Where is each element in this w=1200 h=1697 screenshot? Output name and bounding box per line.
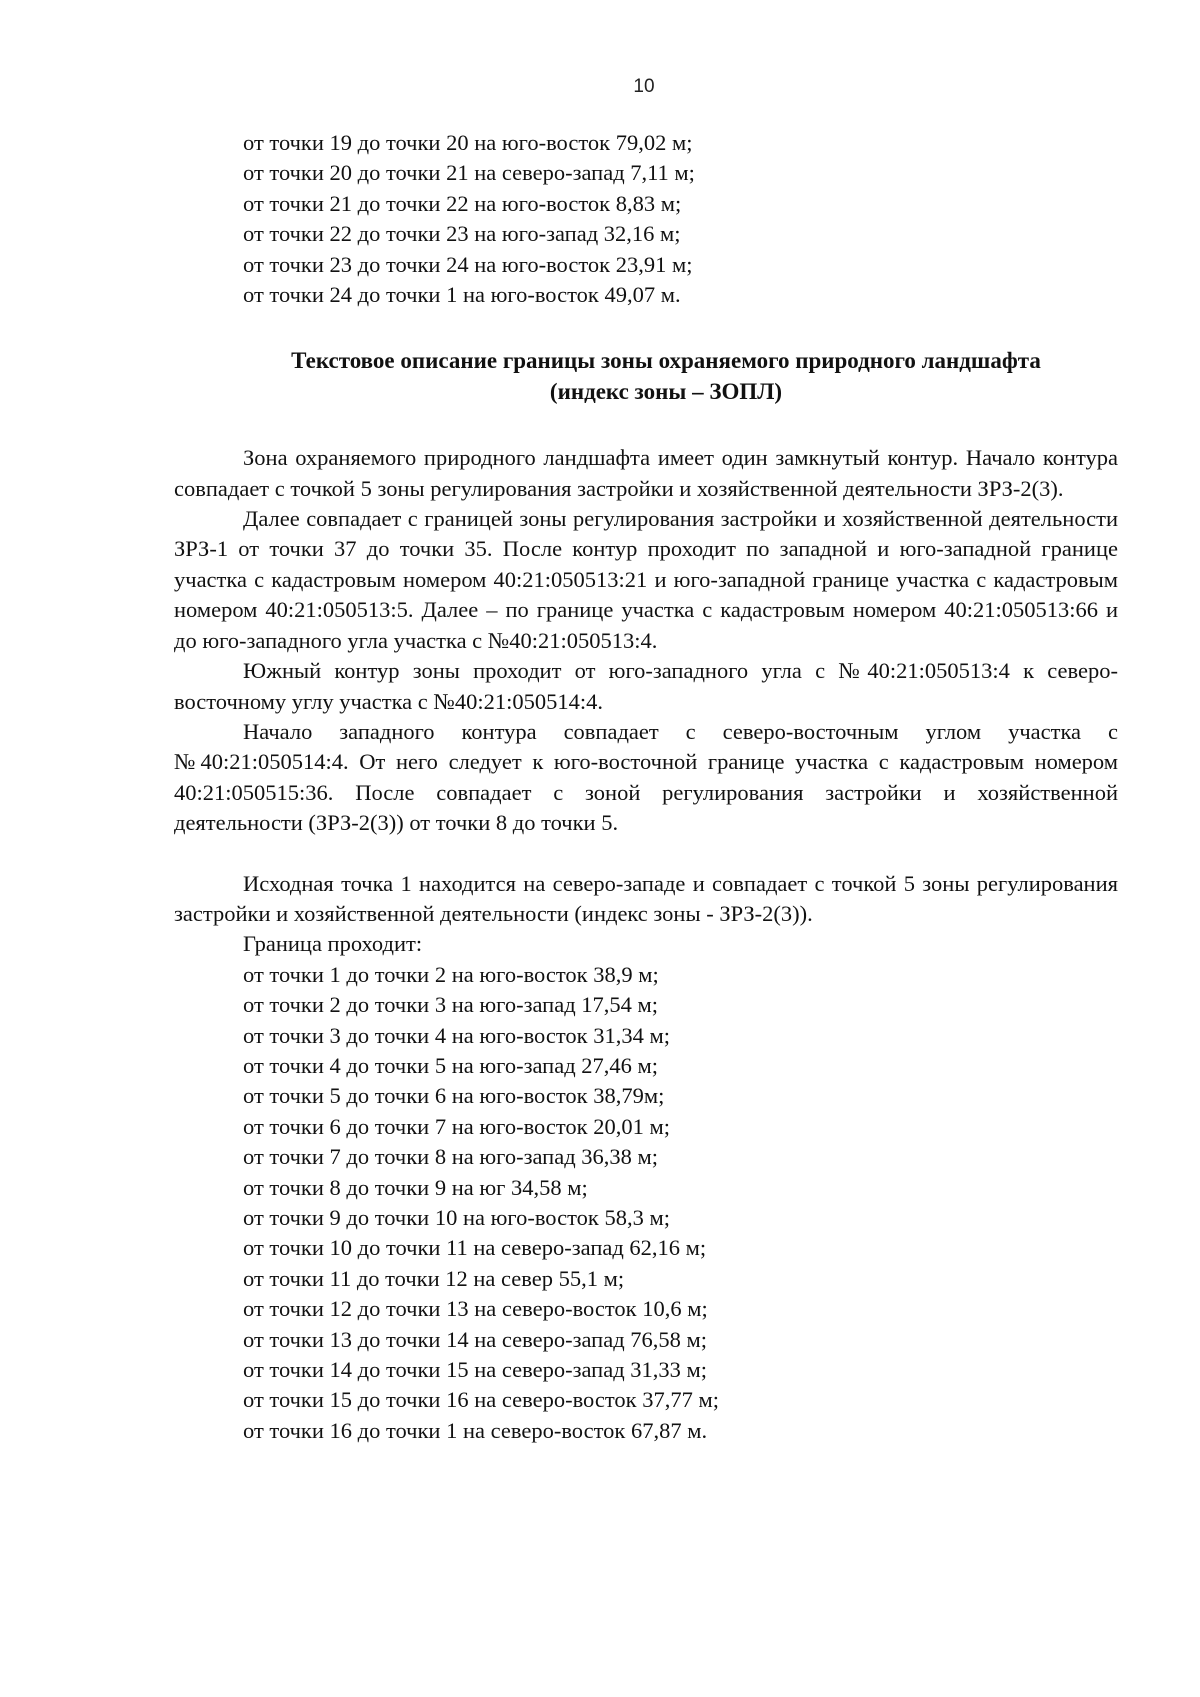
paragraph: Начало западного контура совпадает с северо-восточным углом участка с №40:21:050514:4. От него следует к юго-восточной границе участка с кадастровым номером 40:21:050515:36. После совпадает с зоной регулирования застройки и хозяйственной деятельности (ЗРЗ-2(3)) от точки 8 до точки 5.: [174, 718, 1118, 836]
boundary-intro: Граница проходит:: [243, 931, 423, 957]
list-item: от точки 19 до точки 20 на юго-восток 79,02 м;: [243, 130, 693, 155]
list-item: от точки 8 до точки 9 на юг 34,58 м;: [243, 1174, 588, 1200]
list-item: от точки 21 до точки 22 на юго-восток 8,83 м;: [243, 190, 682, 216]
list-item: от точки 3 до точки 4 на юго-восток 31,34 м;: [243, 1022, 670, 1048]
section-heading: [174, 346, 1118, 407]
paragraph: Южный контур зоны проходит от юго-западного угла с №40:21:050513:4 к северо-восточному углу участка с №40:21:050514:4.: [174, 658, 1118, 714]
list-item: от точки 20 до точки 21 на северо-запад 7,11 м;: [243, 160, 695, 186]
list-item: от точки 16 до точки 1 на северо-восток 67,87 м.: [243, 1417, 708, 1443]
list-item: от точки 15 до точки 16 на северо-восток 37,77 м;: [243, 1387, 719, 1413]
list-item: от точки 14 до точки 15 на северо-запад 31,33 м;: [243, 1357, 708, 1383]
paragraph: Зона охраняемого природного ландшафта имеет один замкнутый контур. Начало контура совпадает с точкой 5 зоны регулирования застройки и хозяйственной деятельности ЗРЗ-2(3).: [174, 445, 1118, 501]
list-item: от точки 10 до точки 11 на северо-запад 62,16 м;: [243, 1235, 707, 1261]
list-item: от точки 1 до точки 2 на юго-восток 38,9 м;: [243, 961, 659, 987]
list-item: от точки 11 до точки 12 на север 55,1 м;: [243, 1265, 625, 1291]
heading-line-1: Текстовое описание границы зоны охраняемого природного ландшафта: [291, 348, 1041, 374]
list-item: от точки 2 до точки 3 на юго-запад 17,54 м;: [243, 992, 659, 1018]
page-number: 10: [633, 76, 655, 97]
list-item: от точки 12 до точки 13 на северо-восток 10,6 м;: [243, 1296, 708, 1322]
list-item: от точки 23 до точки 24 на юго-восток 23,91 м;: [243, 251, 693, 277]
list-item: от точки 7 до точки 8 на юго-запад 36,38 м;: [243, 1144, 659, 1170]
list-item: от точки 4 до точки 5 на юго-запад 27,46 м;: [243, 1052, 659, 1078]
list-item: от точки 13 до точки 14 на северо-запад 76,58 м;: [243, 1326, 708, 1352]
list-item: от точки 6 до точки 7 на юго-восток 20,01 м;: [243, 1113, 670, 1139]
boundary-list: [174, 960, 1118, 1447]
top-boundary-list: [174, 128, 1118, 310]
list-item: от точки 24 до точки 1 на юго-восток 49,07 м.: [243, 282, 681, 308]
start-point-paragraph: Исходная точка 1 находится на северо-западе и совпадает с точкой 5 зоны регулирования застройки и хозяйственной деятельности (индекс зоны - ЗРЗ-2(3)).: [174, 870, 1118, 926]
page-content: [174, 128, 1118, 1446]
heading-line-2: (индекс зоны – ЗОПЛ): [549, 378, 783, 404]
spacer: [174, 839, 1118, 869]
paragraph: Далее совпадает с границей зоны регулирования застройки и хозяйственной деятельности ЗРЗ-1 от точки 37 до точки 35. После контур проходит по западной и юго-западной границе участка с кадастровым номером 40:21:050513:21 и юго-западной границе участка с кадастровым номером 40:21:050513:5. Далее – по границе участка с кадастровым номером 40:21:050513:66 и до юго-западного угла участка с №40:21:050513:4.: [174, 506, 1118, 653]
list-item: от точки 22 до точки 23 на юго-запад 32,16 м;: [243, 221, 681, 247]
list-item: от точки 5 до точки 6 на юго-восток 38,79м;: [243, 1083, 665, 1109]
list-item: от точки 9 до точки 10 на юго-восток 58,3 м;: [243, 1205, 670, 1230]
